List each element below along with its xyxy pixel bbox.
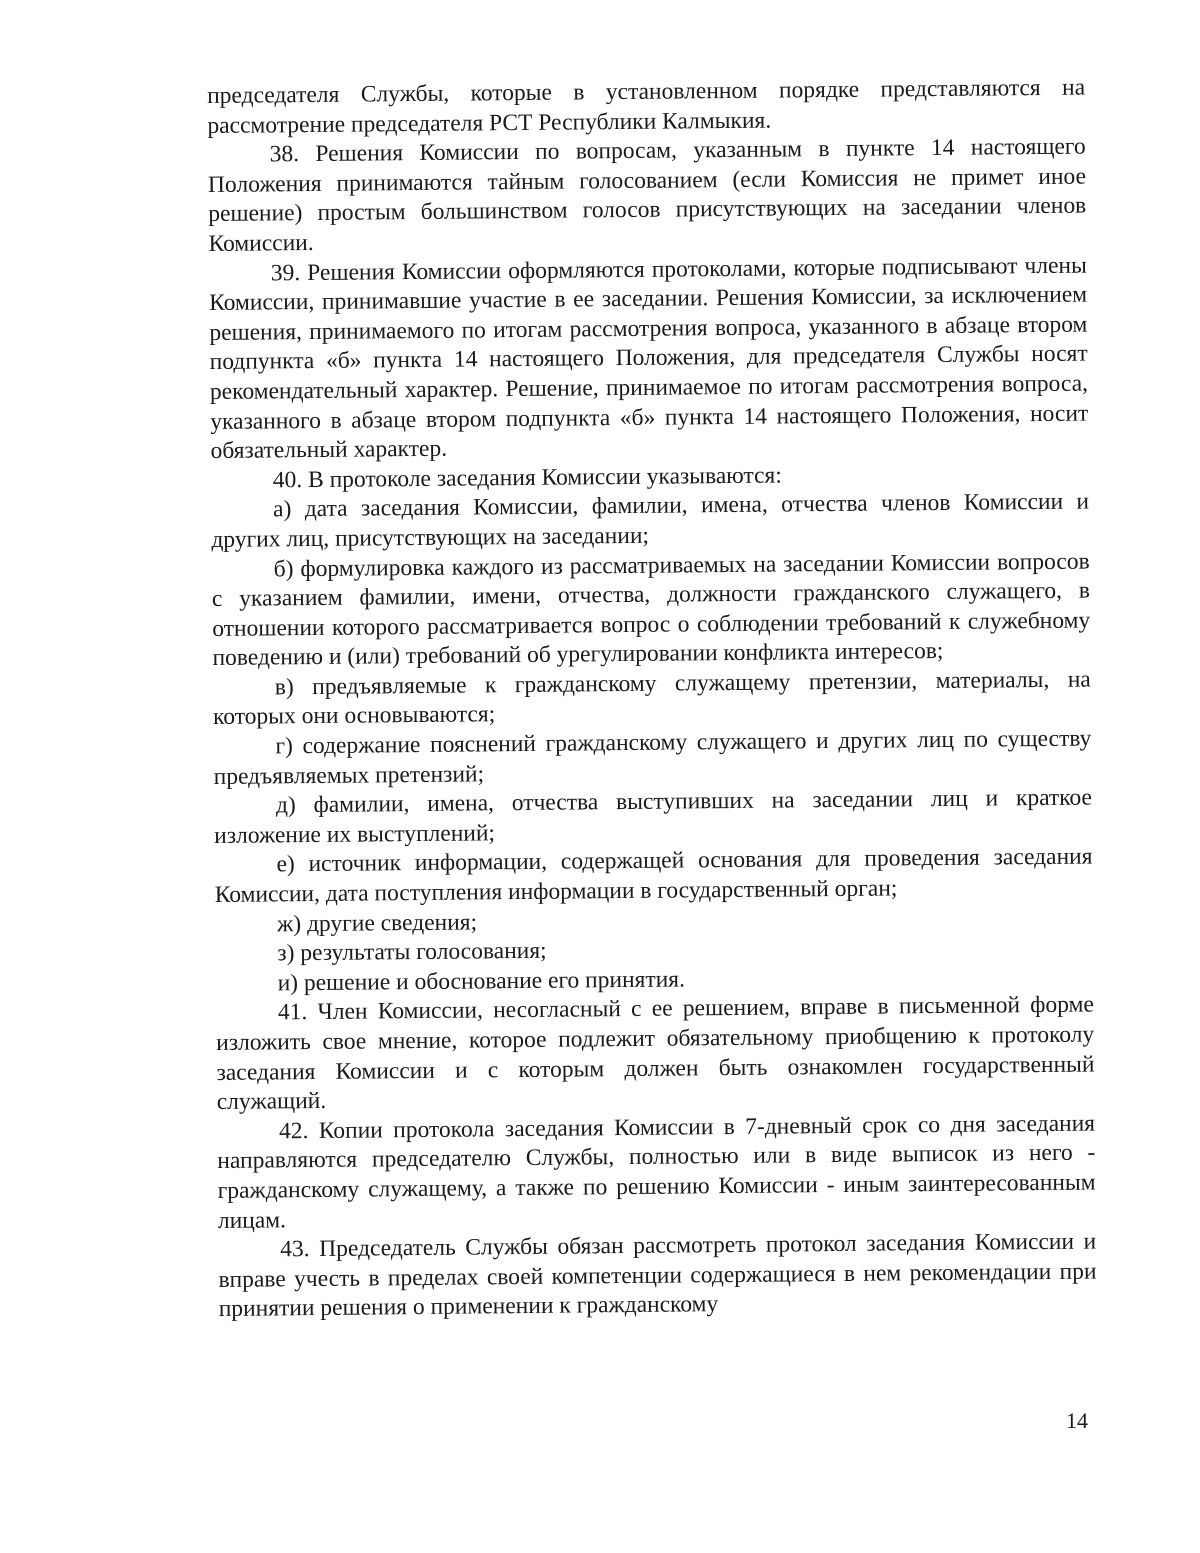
list-item-d: д) фамилии, имена, отчества выступивших на заседании лиц и краткое изложение их выступлений; (214, 784, 1093, 849)
paragraph-40: 40. В протоколе заседания Комиссии указываются: (272, 462, 782, 494)
list-item-i: и) решение и обоснование его принятия. (277, 966, 686, 997)
paragraph-38: 38. Решения Комиссии по вопросам, указанным в пункте 14 настоящего Положения принимаются тайным голосованием (если Комиссия не примет иное решение) простым большинством голосов присутствующих на заседании членов Комиссии. (207, 133, 1087, 257)
paragraph-41: 41. Член Комиссии, несогласный с ее решением, вправе в письменной форме изложить свое мнение, которое подлежит обязательному приобщению к протоколу заседания Комиссии и с которым должен быть ознакомлен государственный служащий. (216, 991, 1095, 1116)
list-item-zh: ж) другие сведения; (276, 909, 478, 937)
page-number: 14 (1066, 1408, 1088, 1433)
list-item-a: а) дата заседания Комиссии, фамилии, имена, отчества членов Комиссии и других лиц, присутствующих на заседании; (211, 488, 1090, 553)
paragraph-43: 43. Председатель Службы обязан рассмотреть протокол заседания Комиссии и вправе учесть в пределах своей компетенции содержащиеся в нем рекомендации при принятии решения о применении к гражданскому (218, 1228, 1097, 1323)
list-item-e: е) источник информации, содержащей основания для проведения заседания Комиссии, дата поступления информации в государственный орган; (214, 843, 1093, 908)
document-body (207, 74, 1097, 1325)
list-item-g: г) содержание пояснений гражданскому служащего и других лиц по существу предъявляемых претензий; (213, 725, 1092, 790)
list-item-v: в) предъявляемые к гражданскому служащему претензии, материалы, на которых они основываются; (212, 666, 1091, 731)
list-item-z: з) результаты голосования; (277, 937, 547, 967)
paragraph-continuation: председателя Службы, которые в установленном порядке представляются на рассмотрение председателя РСТ Республики Калмыкия. (207, 74, 1086, 139)
list-item-b: б) формулировка каждого из рассматриваемых на заседании Комиссии вопросов с указанием фамилии, имени, отчества, должности гражданского служащего, в отношении которого рассматривается вопрос о соблюдении требований к служебному поведению и (или) требований об урегулировании конфликта интересов; (211, 548, 1091, 672)
paragraph-42: 42. Копии протокола заседания Комиссии в 7-дневный срок со дня заседания направляются председателю Службы, полностью или в виде выписок из него - гражданскому служащему, а также по решению Комиссии - иным заинтересованным лицам. (217, 1110, 1096, 1234)
paragraph-39: 39. Решения Комиссии оформляются протоколами, которые подписывают члены Комиссии, принимавшие участие в ее заседании. Решения Комиссии, за исключением решения, принимаемого по итогам рассмотрения вопроса, указанного в абзаце втором подпункта «б» пункта 14 настоящего Положения, для председателя Службы носят рекомендательный характер. Решение, принимаемое по итогам рассмотрения вопроса, указанного в абзаце втором подпункта «б» пункта 14 настоящего Положения, носит обязательный характер. (208, 252, 1089, 465)
